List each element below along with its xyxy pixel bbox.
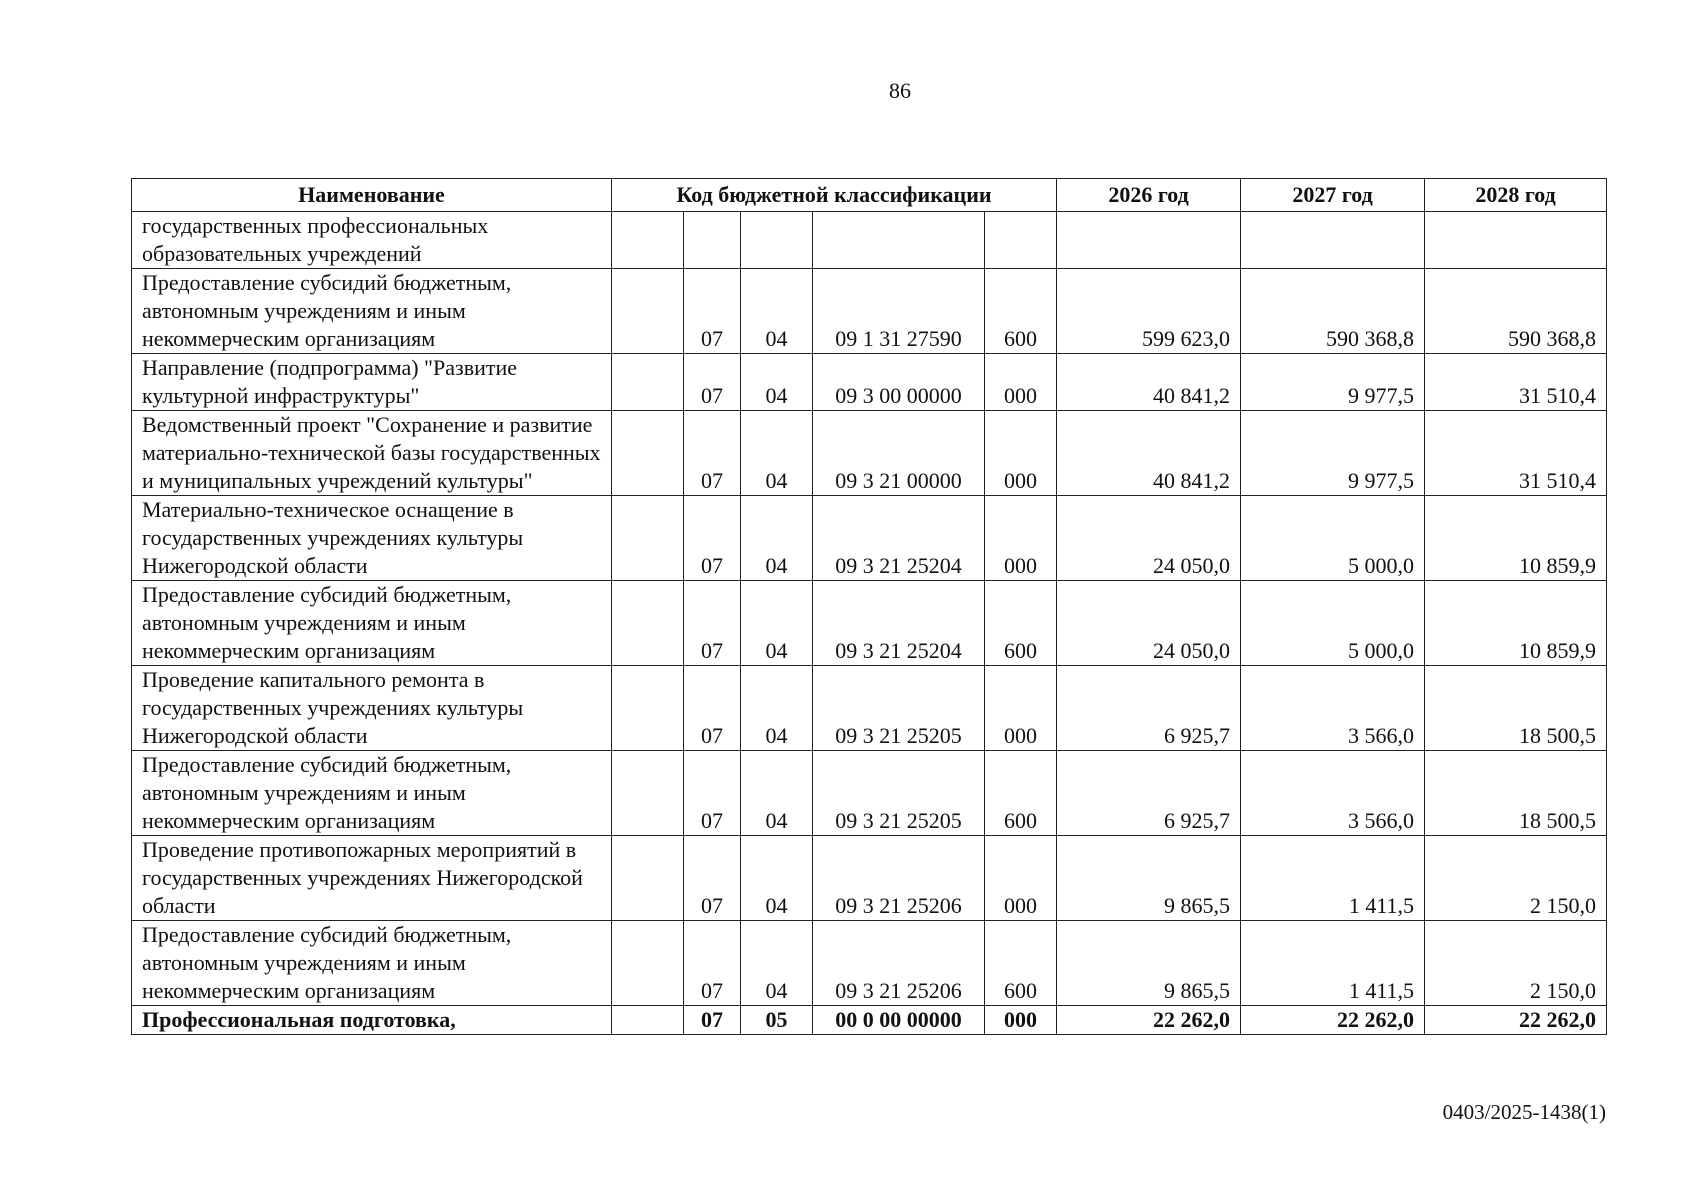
cell-2028: 10 859,9 bbox=[1425, 581, 1607, 666]
cell-2027: 22 262,0 bbox=[1241, 1006, 1425, 1035]
cell-2027: 5 000,0 bbox=[1241, 581, 1425, 666]
cell-2026 bbox=[1057, 212, 1241, 269]
table-row bbox=[132, 751, 1607, 836]
cell-name: государственных профессиональных образовательных учреждений bbox=[132, 212, 612, 269]
cell-target-article: 09 3 00 00000 bbox=[813, 354, 985, 411]
cell-target-article: 09 3 21 25205 bbox=[813, 666, 985, 751]
cell-blank bbox=[612, 411, 684, 496]
cell-blank bbox=[612, 751, 684, 836]
cell-2027: 1 411,5 bbox=[1241, 836, 1425, 921]
table-row bbox=[132, 921, 1607, 1006]
header-2028: 2028 год bbox=[1425, 179, 1607, 212]
table-row bbox=[132, 269, 1607, 354]
document-code: 0403/2025-1438(1) bbox=[1442, 1100, 1606, 1124]
table-body bbox=[132, 212, 1607, 1035]
table-row bbox=[132, 1006, 1607, 1035]
cell-subsection: 04 bbox=[741, 269, 813, 354]
cell-subsection: 04 bbox=[741, 751, 813, 836]
cell-subsection: 04 bbox=[741, 354, 813, 411]
cell-expense-type: 000 bbox=[985, 666, 1057, 751]
cell-2028: 590 368,8 bbox=[1425, 269, 1607, 354]
cell-blank bbox=[612, 836, 684, 921]
cell-blank bbox=[612, 496, 684, 581]
cell-section: 07 bbox=[684, 666, 741, 751]
cell-blank bbox=[612, 269, 684, 354]
cell-blank bbox=[612, 354, 684, 411]
header-2026: 2026 год bbox=[1057, 179, 1241, 212]
cell-section: 07 bbox=[684, 1006, 741, 1035]
cell-blank bbox=[612, 1006, 684, 1035]
cell-section: 07 bbox=[684, 411, 741, 496]
cell-target-article bbox=[813, 212, 985, 269]
cell-name: Профессиональная подготовка, bbox=[132, 1006, 612, 1035]
cell-target-article: 09 3 21 25204 bbox=[813, 581, 985, 666]
cell-subsection: 04 bbox=[741, 581, 813, 666]
cell-2028: 18 500,5 bbox=[1425, 666, 1607, 751]
cell-blank bbox=[612, 666, 684, 751]
cell-section: 07 bbox=[684, 836, 741, 921]
cell-subsection: 04 bbox=[741, 496, 813, 581]
cell-expense-type: 600 bbox=[985, 269, 1057, 354]
table-row bbox=[132, 836, 1607, 921]
cell-blank bbox=[612, 921, 684, 1006]
cell-name: Ведомственный проект "Сохранение и развитие материально-технической базы государственных и муниципальных учреждений культуры" bbox=[132, 411, 612, 496]
cell-2026: 40 841,2 bbox=[1057, 354, 1241, 411]
cell-2027: 9 977,5 bbox=[1241, 411, 1425, 496]
cell-2027: 1 411,5 bbox=[1241, 921, 1425, 1006]
cell-section: 07 bbox=[684, 354, 741, 411]
cell-blank bbox=[612, 212, 684, 269]
cell-name: Направление (подпрограмма) "Развитие культурной инфраструктуры" bbox=[132, 354, 612, 411]
cell-section: 07 bbox=[684, 269, 741, 354]
cell-blank bbox=[612, 581, 684, 666]
cell-target-article: 09 3 21 00000 bbox=[813, 411, 985, 496]
table-row bbox=[132, 496, 1607, 581]
cell-name: Предоставление субсидий бюджетным, автономным учреждениям и иным некоммерческим организациям bbox=[132, 269, 612, 354]
cell-expense-type bbox=[985, 212, 1057, 269]
cell-expense-type: 000 bbox=[985, 836, 1057, 921]
cell-section bbox=[684, 212, 741, 269]
cell-target-article: 09 1 31 27590 bbox=[813, 269, 985, 354]
header-name: Наименование bbox=[132, 179, 612, 212]
cell-2028: 18 500,5 bbox=[1425, 751, 1607, 836]
cell-expense-type: 600 bbox=[985, 921, 1057, 1006]
page-number: 86 bbox=[889, 78, 911, 103]
cell-2027: 3 566,0 bbox=[1241, 751, 1425, 836]
cell-expense-type: 000 bbox=[985, 1006, 1057, 1035]
cell-2026: 40 841,2 bbox=[1057, 411, 1241, 496]
cell-2026: 6 925,7 bbox=[1057, 666, 1241, 751]
cell-2026: 9 865,5 bbox=[1057, 836, 1241, 921]
cell-2028: 2 150,0 bbox=[1425, 836, 1607, 921]
cell-2026: 9 865,5 bbox=[1057, 921, 1241, 1006]
cell-subsection: 04 bbox=[741, 921, 813, 1006]
cell-2027: 3 566,0 bbox=[1241, 666, 1425, 751]
cell-expense-type: 000 bbox=[985, 496, 1057, 581]
table-row bbox=[132, 666, 1607, 751]
cell-name: Предоставление субсидий бюджетным, автономным учреждениям и иным некоммерческим организациям bbox=[132, 921, 612, 1006]
cell-subsection: 05 bbox=[741, 1006, 813, 1035]
table-row bbox=[132, 581, 1607, 666]
table-row bbox=[132, 354, 1607, 411]
cell-2026: 22 262,0 bbox=[1057, 1006, 1241, 1035]
cell-target-article: 09 3 21 25204 bbox=[813, 496, 985, 581]
cell-2027: 590 368,8 bbox=[1241, 269, 1425, 354]
cell-target-article: 09 3 21 25206 bbox=[813, 921, 985, 1006]
cell-expense-type: 000 bbox=[985, 354, 1057, 411]
cell-2028: 31 510,4 bbox=[1425, 411, 1607, 496]
cell-subsection bbox=[741, 212, 813, 269]
cell-2026: 24 050,0 bbox=[1057, 496, 1241, 581]
cell-name: Предоставление субсидий бюджетным, автономным учреждениям и иным некоммерческим организациям bbox=[132, 581, 612, 666]
cell-section: 07 bbox=[684, 581, 741, 666]
cell-subsection: 04 bbox=[741, 666, 813, 751]
cell-section: 07 bbox=[684, 921, 741, 1006]
cell-2028: 31 510,4 bbox=[1425, 354, 1607, 411]
table-row bbox=[132, 212, 1607, 269]
cell-name: Предоставление субсидий бюджетным, автономным учреждениям и иным некоммерческим организациям bbox=[132, 751, 612, 836]
cell-target-article: 09 3 21 25205 bbox=[813, 751, 985, 836]
cell-2028: 22 262,0 bbox=[1425, 1006, 1607, 1035]
cell-subsection: 04 bbox=[741, 411, 813, 496]
cell-expense-type: 600 bbox=[985, 581, 1057, 666]
cell-2028 bbox=[1425, 212, 1607, 269]
cell-subsection: 04 bbox=[741, 836, 813, 921]
cell-name: Проведение противопожарных мероприятий в государственных учреждениях Нижегородской области bbox=[132, 836, 612, 921]
cell-2027 bbox=[1241, 212, 1425, 269]
cell-2028: 10 859,9 bbox=[1425, 496, 1607, 581]
cell-2027: 9 977,5 bbox=[1241, 354, 1425, 411]
cell-2026: 6 925,7 bbox=[1057, 751, 1241, 836]
cell-expense-type: 600 bbox=[985, 751, 1057, 836]
cell-2026: 24 050,0 bbox=[1057, 581, 1241, 666]
cell-2028: 2 150,0 bbox=[1425, 921, 1607, 1006]
table-header-row bbox=[132, 179, 1607, 212]
header-2027: 2027 год bbox=[1241, 179, 1425, 212]
cell-name: Материально-техническое оснащение в государственных учреждениях культуры Нижегородской области bbox=[132, 496, 612, 581]
cell-target-article: 00 0 00 00000 bbox=[813, 1006, 985, 1035]
header-code: Код бюджетной классификации bbox=[612, 179, 1057, 212]
cell-2026: 599 623,0 bbox=[1057, 269, 1241, 354]
cell-section: 07 bbox=[684, 751, 741, 836]
cell-expense-type: 000 bbox=[985, 411, 1057, 496]
budget-table bbox=[131, 178, 1607, 1035]
cell-target-article: 09 3 21 25206 bbox=[813, 836, 985, 921]
table-row bbox=[132, 411, 1607, 496]
cell-2027: 5 000,0 bbox=[1241, 496, 1425, 581]
cell-section: 07 bbox=[684, 496, 741, 581]
cell-name: Проведение капитального ремонта в государственных учреждениях культуры Нижегородской области bbox=[132, 666, 612, 751]
